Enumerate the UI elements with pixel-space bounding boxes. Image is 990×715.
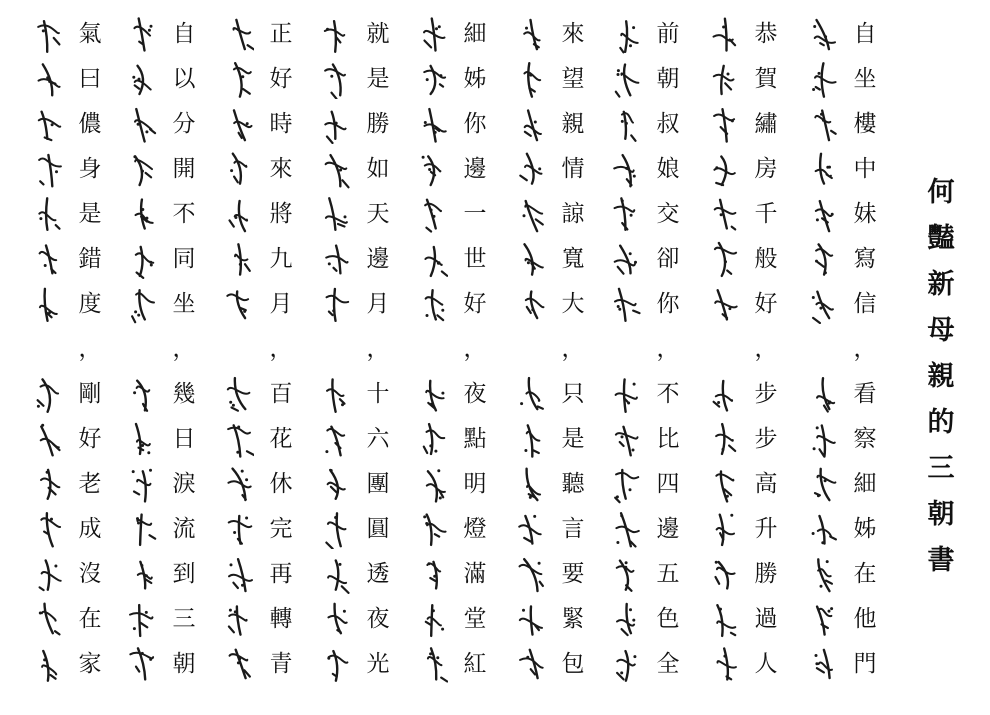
chinese-character: 點 [463,426,487,452]
nushu-glyph [321,554,351,594]
nushu-glyph [321,239,351,279]
nushu-glyph [127,599,157,639]
chinese-character: 世 [463,246,487,272]
nushu-glyph [224,599,254,639]
nushu-glyph [418,59,448,99]
chinese-character: 前 [656,21,680,47]
chinese-character: 朝 [172,651,196,677]
nushu-glyph [224,284,254,324]
nushu-glyph [224,374,254,414]
nushu-glyph [127,374,157,414]
chinese-character: 人 [754,651,778,677]
chinese-character: 姊 [463,66,487,92]
chinese-character: 一 [463,201,487,227]
chinese-character: 自 [172,21,196,47]
nushu-script-column [224,14,254,704]
text-column [709,14,789,704]
nushu-glyph [33,599,63,639]
nushu-glyph [321,284,351,324]
nushu-glyph [224,509,254,549]
text-column [611,14,691,704]
chinese-character: 親 [561,111,585,137]
punctuation-mark: ， [78,336,102,362]
chinese-character: 完 [269,516,293,542]
chinese-character: 樓 [853,111,877,137]
chinese-character: 儂 [78,111,102,137]
chinese-character: 察 [853,426,877,452]
nushu-glyph [611,14,641,54]
nushu-glyph [33,59,63,99]
chinese-character: 賀 [754,66,778,92]
nushu-glyph [127,14,157,54]
chinese-character: 步 [754,381,778,407]
nushu-glyph [127,644,157,684]
nushu-glyph [808,284,838,324]
chinese-text-column [355,14,401,704]
text-column [321,14,401,704]
nushu-glyph [418,194,448,234]
nushu-glyph [127,509,157,549]
chinese-character: 錯 [78,246,102,272]
nushu-glyph [224,104,254,144]
nushu-glyph [611,464,641,504]
nushu-glyph [808,464,838,504]
chinese-character: 大 [561,291,585,317]
chinese-character: 娘 [656,156,680,182]
nushu-glyph [224,194,254,234]
nushu-glyph [127,284,157,324]
nushu-glyph [808,554,838,594]
nushu-glyph [224,239,254,279]
chinese-character: 來 [269,156,293,182]
chinese-character: 身 [78,156,102,182]
nushu-glyph [611,554,641,594]
nushu-glyph [808,374,838,414]
nushu-glyph [224,644,254,684]
nushu-script-column [321,14,351,704]
chinese-character: 卻 [656,246,680,272]
nushu-glyph [611,149,641,189]
chinese-character: 寫 [853,246,877,272]
nushu-glyph [321,374,351,414]
nushu-glyph [418,599,448,639]
chinese-character: 正 [269,21,293,47]
nushu-glyph [709,419,739,459]
nushu-glyph [33,464,63,504]
chinese-character: 繡 [754,111,778,137]
chinese-character: 以 [172,66,196,92]
nushu-glyph [808,239,838,279]
chinese-character: 高 [754,471,778,497]
chinese-character: 勝 [366,111,390,137]
chinese-character: 開 [172,156,196,182]
nushu-glyph [321,59,351,99]
nushu-glyph [321,644,351,684]
nushu-glyph [33,149,63,189]
chinese-character: 夜 [463,381,487,407]
nushu-glyph [808,59,838,99]
chinese-text-column [67,14,113,704]
nushu-script-column [808,14,838,704]
chinese-character: 邊 [656,516,680,542]
chinese-text-column [452,14,498,704]
chinese-text-column [550,14,596,704]
nushu-glyph [516,644,546,684]
nushu-glyph [33,194,63,234]
nushu-glyph [709,599,739,639]
chinese-character: 紅 [463,651,487,677]
chinese-character: 細 [463,21,487,47]
title-char: 親 [927,361,955,392]
nushu-glyph [516,194,546,234]
nushu-glyph [516,464,546,504]
chinese-character: 步 [754,426,778,452]
punctuation-mark: ， [754,336,778,362]
nushu-glyph [33,284,63,324]
nushu-glyph [516,149,546,189]
chinese-character: 如 [366,156,390,182]
title-char: 書 [927,545,955,576]
chinese-character: 同 [172,246,196,272]
chinese-character: 聽 [561,471,585,497]
nushu-glyph [516,599,546,639]
nushu-glyph [224,149,254,189]
nushu-glyph [418,14,448,54]
chinese-character: 是 [78,201,102,227]
chinese-character: 堂 [463,606,487,632]
nushu-glyph [418,104,448,144]
nushu-glyph [516,59,546,99]
chinese-character: 成 [78,516,102,542]
nushu-glyph [127,149,157,189]
nushu-glyph [33,239,63,279]
nushu-glyph [808,149,838,189]
nushu-glyph [516,104,546,144]
text-column [418,14,498,704]
nushu-glyph [516,284,546,324]
nushu-glyph [418,284,448,324]
nushu-glyph [516,419,546,459]
chinese-character: 來 [561,21,585,47]
nushu-glyph [321,149,351,189]
chinese-character: 夜 [366,606,390,632]
chinese-character: 度 [78,291,102,317]
nushu-glyph [808,644,838,684]
chinese-character: 言 [561,516,585,542]
nushu-glyph [611,509,641,549]
chinese-text-column [161,14,207,704]
chinese-character: 看 [853,381,877,407]
chinese-character: 時 [269,111,293,137]
chinese-character: 門 [853,651,877,677]
chinese-character: 房 [754,156,778,182]
nushu-glyph [321,14,351,54]
chinese-character: 明 [463,471,487,497]
title-char: 豔 [927,223,955,254]
chinese-character: 月 [269,291,293,317]
chinese-character: 天 [366,201,390,227]
nushu-glyph [709,509,739,549]
chinese-character: 月 [366,291,390,317]
chinese-character: 六 [366,426,390,452]
nushu-glyph [418,419,448,459]
chinese-character: 五 [656,561,680,587]
chinese-character: 望 [561,66,585,92]
chinese-character: 轉 [269,606,293,632]
nushu-glyph [127,554,157,594]
chinese-character: 再 [269,561,293,587]
chinese-character: 你 [656,291,680,317]
chinese-character: 不 [172,201,196,227]
chinese-character: 團 [366,471,390,497]
chinese-text-column [743,14,789,704]
chinese-character: 色 [656,606,680,632]
chinese-character: 圓 [366,516,390,542]
nushu-glyph [611,59,641,99]
chinese-text-column [258,14,304,704]
nushu-glyph [224,464,254,504]
chinese-character: 在 [78,606,102,632]
nushu-glyph [418,509,448,549]
chinese-character: 在 [853,561,877,587]
chinese-character: 休 [269,471,293,497]
chinese-character: 要 [561,561,585,587]
punctuation-mark: ， [561,336,585,362]
title-char: 的 [927,407,955,438]
nushu-script-column [33,14,63,704]
nushu-glyph [709,149,739,189]
chinese-character: 九 [269,246,293,272]
text-column [33,14,113,704]
chinese-character: 十 [366,381,390,407]
nushu-glyph [321,509,351,549]
chinese-character: 細 [853,471,877,497]
chinese-character: 升 [754,516,778,542]
nushu-script-column [418,14,448,704]
chinese-character: 緊 [561,606,585,632]
nushu-glyph [516,14,546,54]
chinese-character: 剛 [78,381,102,407]
nushu-glyph [321,194,351,234]
nushu-glyph [808,509,838,549]
chinese-character: 比 [656,426,680,452]
nushu-glyph [611,419,641,459]
nushu-script-column [709,14,739,704]
nushu-glyph [418,239,448,279]
nushu-glyph [33,554,63,594]
nushu-script-column [611,14,641,704]
punctuation-mark: ， [269,336,293,362]
nushu-glyph [709,284,739,324]
chinese-character: 諒 [561,201,585,227]
chinese-character: 信 [853,291,877,317]
nushu-script-column [516,14,546,704]
nushu-glyph [224,59,254,99]
chinese-character: 全 [656,651,680,677]
nushu-glyph [808,599,838,639]
nushu-glyph [808,419,838,459]
nushu-glyph [709,554,739,594]
chinese-character: 般 [754,246,778,272]
chinese-character: 流 [172,516,196,542]
chinese-character: 花 [269,426,293,452]
nushu-glyph [321,419,351,459]
chinese-character: 是 [561,426,585,452]
punctuation-mark: ， [366,336,390,362]
chinese-character: 自 [853,21,877,47]
nushu-glyph [127,464,157,504]
nushu-glyph [224,419,254,459]
nushu-glyph [516,374,546,414]
nushu-glyph [709,239,739,279]
chinese-character: 朝 [656,66,680,92]
nushu-glyph [808,104,838,144]
chinese-character: 燈 [463,516,487,542]
title-char: 何 [927,177,955,208]
nushu-glyph [33,644,63,684]
nushu-glyph [33,14,63,54]
nushu-glyph [709,464,739,504]
chinese-character: 曰 [78,66,102,92]
title-char: 新 [927,269,955,300]
chinese-character: 妹 [853,201,877,227]
nushu-glyph [418,149,448,189]
nushu-glyph [611,284,641,324]
title-char: 母 [927,315,955,346]
chinese-character: 只 [561,381,585,407]
chinese-character: 邊 [463,156,487,182]
nushu-glyph [321,464,351,504]
nushu-glyph [611,599,641,639]
text-column [516,14,596,704]
nushu-glyph [611,374,641,414]
chinese-character: 恭 [754,21,778,47]
chinese-character: 邊 [366,246,390,272]
chinese-character: 坐 [172,291,196,317]
chinese-character: 百 [269,381,293,407]
punctuation-mark: ， [656,336,680,362]
nushu-glyph [33,374,63,414]
chinese-character: 淚 [172,471,196,497]
nushu-glyph [418,464,448,504]
chinese-text-column [645,14,691,704]
nushu-glyph [33,509,63,549]
chinese-character: 好 [269,66,293,92]
vertical-title [918,170,964,584]
nushu-glyph [709,14,739,54]
nushu-glyph [516,239,546,279]
nushu-glyph [224,554,254,594]
chinese-character: 他 [853,606,877,632]
nushu-glyph [224,14,254,54]
chinese-character: 你 [463,111,487,137]
punctuation-mark: ， [172,336,196,362]
chinese-character: 三 [172,606,196,632]
chinese-character: 家 [78,651,102,677]
punctuation-mark: ， [463,336,487,362]
nushu-glyph [418,554,448,594]
chinese-character: 寬 [561,246,585,272]
chinese-character: 過 [754,606,778,632]
nushu-glyph [808,14,838,54]
chinese-character: 中 [853,156,877,182]
chinese-character: 不 [656,381,680,407]
chinese-character: 滿 [463,561,487,587]
chinese-character: 姊 [853,516,877,542]
chinese-character: 分 [172,111,196,137]
text-column [808,14,888,704]
nushu-glyph [709,194,739,234]
chinese-character: 勝 [754,561,778,587]
chinese-character: 到 [172,561,196,587]
nushu-glyph [516,509,546,549]
chinese-character: 將 [269,201,293,227]
nushu-glyph [321,104,351,144]
chinese-character: 包 [561,651,585,677]
chinese-text-column [842,14,888,704]
chinese-character: 好 [78,426,102,452]
chinese-character: 千 [754,201,778,227]
nushu-glyph [709,644,739,684]
chinese-character: 幾 [172,381,196,407]
text-column [224,14,304,704]
chinese-character: 氣 [78,21,102,47]
nushu-glyph [321,599,351,639]
chinese-character: 光 [366,651,390,677]
nushu-glyph [418,644,448,684]
nushu-glyph [33,104,63,144]
nushu-glyph [127,104,157,144]
nushu-glyph [611,104,641,144]
nushu-script-column [127,14,157,704]
chinese-character: 叔 [656,111,680,137]
nushu-glyph [33,419,63,459]
nushu-glyph [709,59,739,99]
chinese-character: 就 [366,21,390,47]
chinese-character: 坐 [853,66,877,92]
nushu-glyph [516,554,546,594]
title-char: 三 [927,453,955,484]
chinese-character: 交 [656,201,680,227]
nushu-glyph [709,104,739,144]
nushu-glyph [808,194,838,234]
nushu-glyph [709,374,739,414]
nushu-glyph [611,194,641,234]
chinese-character: 情 [561,156,585,182]
chinese-character: 好 [463,291,487,317]
chinese-character: 透 [366,561,390,587]
nushu-glyph [127,239,157,279]
chinese-character: 好 [754,291,778,317]
text-column [127,14,207,704]
nushu-glyph [127,59,157,99]
chinese-character: 老 [78,471,102,497]
chinese-character: 青 [269,651,293,677]
title-char: 朝 [927,499,955,530]
nushu-glyph [127,194,157,234]
nushu-glyph [418,374,448,414]
punctuation-mark: ， [853,336,877,362]
chinese-character: 日 [172,426,196,452]
chinese-character: 沒 [78,561,102,587]
nushu-glyph [611,239,641,279]
chinese-character: 四 [656,471,680,497]
chinese-character: 是 [366,66,390,92]
nushu-glyph [127,419,157,459]
nushu-glyph [611,644,641,684]
